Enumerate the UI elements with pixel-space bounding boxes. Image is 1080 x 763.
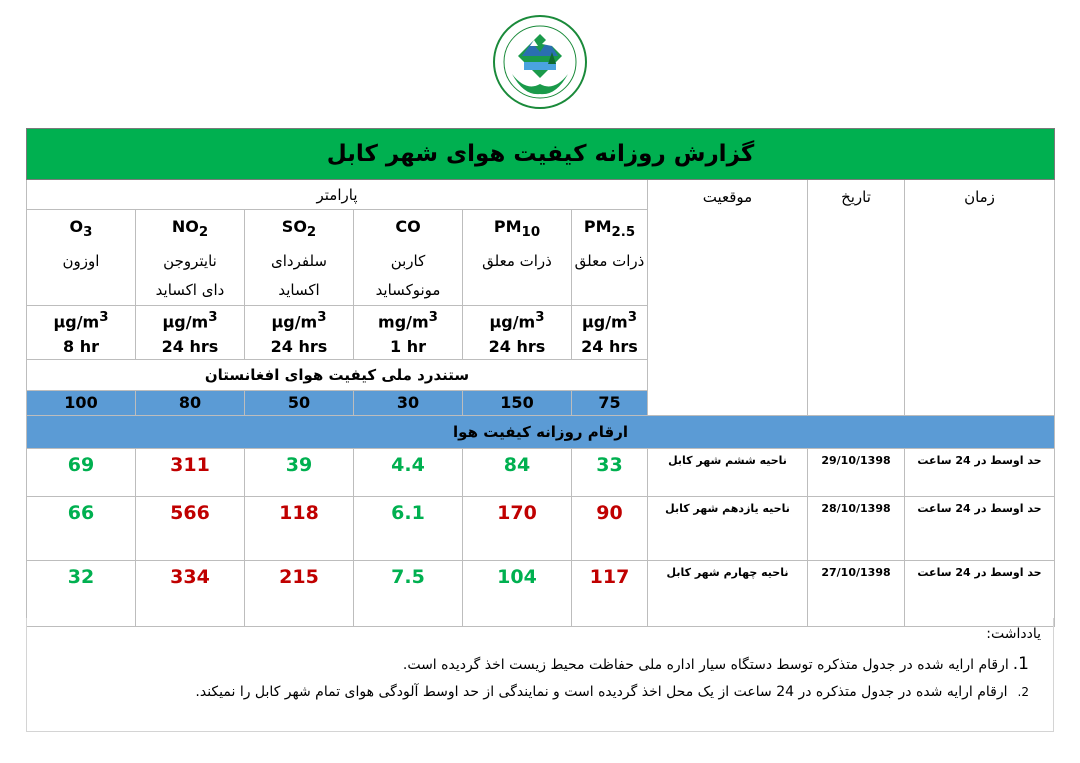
param-name-cell: $PM_{2.5}$ ذرات معلق [572, 210, 648, 306]
standard-value: 80 [136, 390, 245, 415]
param-name-cell: $SO_2$ سلفردای اکساید [245, 210, 354, 306]
param-name-cell: $NO_2$ نایتروجن دای اکساید [136, 210, 245, 306]
standard-value: 75 [572, 390, 648, 415]
note-item [195, 684, 1029, 700]
environment-agency-seal-icon [492, 12, 588, 112]
note-number: 2. [1017, 685, 1029, 699]
time-cell: حد اوسط در 24 ساعت [905, 496, 1055, 560]
standard-value: 150 [463, 390, 572, 415]
so2-value: 118 [245, 496, 354, 560]
note-text: ارقام ارایه شده در جدول متذکره در 24 ساعت از یک محل اخذ گردیده است و نمایندگی از حد اوسط آلودگی هوای تمام شهر کابل را نمیکند. [195, 684, 1008, 700]
pm10-value: 84 [463, 448, 572, 496]
param-name-cell: $PM_{10}$ ذرات معلق [463, 210, 572, 306]
o3-value: 32 [27, 560, 136, 626]
standard-value: 50 [245, 390, 354, 415]
location-cell: ناحیه یازدهم شهر کابل [648, 496, 808, 560]
co-value: 6.1 [354, 496, 463, 560]
air-quality-table [26, 128, 1055, 627]
standard-value: 100 [27, 390, 136, 415]
location-header: موقعیت [648, 180, 808, 416]
pm25-value: 33 [572, 448, 648, 496]
pm10-value: 170 [463, 496, 572, 560]
note-number: 1. [1012, 654, 1029, 674]
date-cell: 28/10/1398 [808, 496, 905, 560]
date-cell: 27/10/1398 [808, 560, 905, 626]
report-title: گزارش روزانه کیفیت هوای شهر کابل [27, 129, 1055, 180]
parameter-header: پارامتر [27, 180, 648, 210]
location-cell: ناحیه ششم شهر کابل [648, 448, 808, 496]
unit-cell: $mg/m^3$ 1 hr [354, 306, 463, 359]
pm10-value: 104 [463, 560, 572, 626]
daily-figures-label: ارقام روزانه کیفیت هوا [27, 415, 1055, 448]
time-header: زمان [905, 180, 1055, 416]
notes-title: یادداشت: [986, 626, 1041, 642]
date-header: تاریخ [808, 180, 905, 416]
national-standard-label: ستندرد ملی کیفیت هوای افغانستان [27, 359, 648, 390]
standard-value: 30 [354, 390, 463, 415]
date-cell: 29/10/1398 [808, 448, 905, 496]
unit-cell: $\mu g/m^3$ 24 hrs [463, 306, 572, 359]
unit-cell: $\mu g/m^3$ 24 hrs [572, 306, 648, 359]
agency-logo [492, 12, 588, 112]
co-value: 7.5 [354, 560, 463, 626]
so2-value: 215 [245, 560, 354, 626]
note-text: ارقام ارایه شده در جدول متذکره توسط دستگاه سیار اداره ملی حفاظت محیط زیست اخذ گردیده است. [402, 657, 1009, 673]
unit-cell: $\mu g/m^3$ 24 hrs [136, 306, 245, 359]
o3-value: 66 [27, 496, 136, 560]
param-name-cell: $O_3$ اوزون [27, 210, 136, 306]
param-name-cell: CO کاربن مونوکساید [354, 210, 463, 306]
table-row [27, 560, 1055, 626]
table-row [27, 448, 1055, 496]
unit-cell: $\mu g/m^3$ 8 hr [27, 306, 136, 359]
pm25-value: 117 [572, 560, 648, 626]
table-row [27, 496, 1055, 560]
time-cell: حد اوسط در 24 ساعت [905, 448, 1055, 496]
co-value: 4.4 [354, 448, 463, 496]
no2-value: 334 [136, 560, 245, 626]
time-cell: حد اوسط در 24 ساعت [905, 560, 1055, 626]
no2-value: 311 [136, 448, 245, 496]
notes-section [26, 618, 1054, 732]
unit-cell: $\mu g/m^3$ 24 hrs [245, 306, 354, 359]
location-cell: ناحیه چهارم شهر کابل [648, 560, 808, 626]
no2-value: 566 [136, 496, 245, 560]
so2-value: 39 [245, 448, 354, 496]
o3-value: 69 [27, 448, 136, 496]
note-item [403, 654, 1029, 674]
pm25-value: 90 [572, 496, 648, 560]
